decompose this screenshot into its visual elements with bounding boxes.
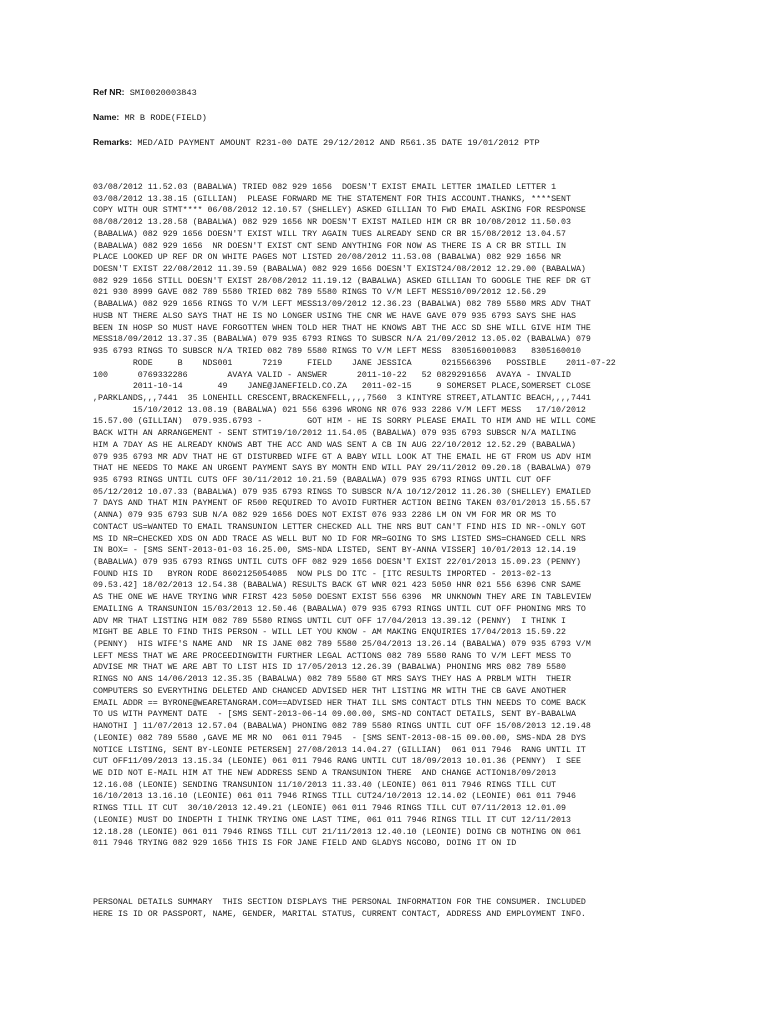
- notes-line: ,PARKLANDS,,,7441 35 LONEHILL CRESCENT,BRACKENFELL,,,,7560 3 KINTYRE STREET,ATLANTIC BEACH,,,,7441: [93, 393, 591, 403]
- notes-line: HUSB NT THERE ALSO SAYS THAT HE IS NO LONGER USING THE CNR WE HAVE GAVE 079 935 6793 SAYS SHE HAS: [93, 311, 576, 321]
- notes-line: 011 7946 TRYING 082 929 1656 THIS IS FOR JANE FIELD AND GLADYS NGCOBO, DOING IT ON ID: [93, 839, 517, 849]
- notes-line: (BABALWA) 082 929 1656 NR DOESN'T EXIST CNT SEND ANYTHING FOR NOW AS THERE IS A CR BR STILL IN: [93, 241, 566, 251]
- ref-number-label: Ref NR:: [93, 87, 125, 97]
- notes-line: TO US WITH PAYMENT DATE - [SMS SENT-2013-06-14 09.00.00, SMS-ND CONTACT DETAILS, SENT BY-BABALWA: [93, 710, 576, 720]
- name-value: MR B RODE(FIELD): [124, 113, 207, 123]
- notes-line: THAT HE NEEDS TO MAKE AN URGENT PAYMENT SAYS BY MONTH END WILL PAY 29/11/2012 09.20.18 (BABALWA) 079: [93, 464, 591, 474]
- notes-line: (LEONIE) 082 789 5580 ,GAVE ME MR NO 061 011 7945 - [SMS SENT-2013-08-15 09.00.00, SMS-NDA 28 DYS: [93, 733, 586, 743]
- notes-line: 021 930 8999 GAVE 082 789 5580 TRIED 082 789 5580 RINGS TO V/M LEFT MESS10/09/2012 12.56.29: [93, 288, 547, 298]
- personal-details-summary: [93, 897, 693, 920]
- notes-line: 12.16.08 (LEONIE) SENDING TRANSUNION 11/10/2013 11.33.40 (LEONIE) 061 011 7946 RINGS TILL CUT: [93, 780, 557, 790]
- notes-line: AS THE ONE WE HAVE TRYING WNR FIRST 423 5050 DOESNT EXIST 556 6396 MR UNKNOWN THEY ARE IN TABLEVIEW: [93, 593, 591, 603]
- notes-line: COPY WITH OUR STMT**** 06/08/2012 12.10.57 (SHELLEY) ASKED GILLIAN TO FWD EMAIL ASKING FOR RESPONSE: [93, 206, 586, 216]
- name-label: Name:: [93, 112, 120, 122]
- notes-line: (BABALWA) 079 935 6793 RINGS UNTIL CUTS OFF 082 929 1656 DOESN'T EXIST 22/01/2013 15.09.23 (PENNY): [93, 558, 581, 567]
- summary-line: PERSONAL DETAILS SUMMARY THIS SECTION DISPLAYS THE PERSONAL INFORMATION FOR THE CONSUMER. INCLUDED: [93, 898, 586, 907]
- notes-line: RINGS NO ANS 14/06/2013 12.35.35 (BABALWA) 082 789 5580 GT MRS SAYS THEY HAS A PRBLM WITH THEIR: [93, 675, 571, 685]
- remarks-value: MED/AID PAYMENT AMOUNT R231-00 DATE 29/12/2012 AND R561.35 DATE 19/01/2012 PTP: [137, 138, 540, 148]
- ref-number-value: SMI0020003843: [129, 88, 197, 98]
- notes-line: MS ID NR=CHECKED XDS ON ADD TRACE AS WELL BUT NO ID FOR MR=GOING TO SMS LISTED SMS=CHANGED CELL NRS: [93, 534, 586, 544]
- notes-line: PLACE LOOKED UP REF DR ON WHITE PAGES NOT LISTED 20/08/2012 11.53.08 (BABALWA) 082 929 1656 NR: [93, 253, 562, 263]
- notes-line: FOUND HIS ID BYRON RODE 8602125054085 NOW PLS DO ITC - [ITC RESULTS IMPORTED - 2013-02-13: [93, 569, 552, 579]
- remarks-label: Remarks:: [93, 137, 133, 147]
- notes-line: 15/10/2012 13.08.19 (BABALWA) 021 556 6396 WRONG NR 076 933 2286 V/M LEFT MESS 17/10/2012: [93, 405, 586, 415]
- notes-line: ADVISE MR THAT WE ARE ABT TO LIST HIS ID 17/05/2013 12.26.39 (BABALWA) PHONING MRS 082 789 5580: [93, 663, 566, 673]
- notes-line: DOESN'T EXIST 22/08/2012 11.39.59 (BABALWA) 082 929 1656 DOESN'T EXIST24/08/2012 12.29.00 (BABALWA): [93, 265, 586, 275]
- notes-line: 079 935 6793 MR ADV THAT HE GT DISTURBED WIFE GT A BABY WILL LOOK AT THE EMAIL HE GT FROM US ADV HIM: [93, 452, 591, 462]
- notes-line: HANOTHI ] 11/07/2013 12.57.04 (BABALWA) PHONING 082 789 5580 RINGS UNTIL CUT OFF 15/08/2013 12.19.48: [93, 722, 591, 732]
- notes-line: 08/08/2012 13.28.58 (BABALWA) 082 929 1656 NR DOESN'T EXIST MAILED HIM CR BR 10/08/2012 11.50.03: [93, 218, 571, 228]
- summary-line: HERE IS ID OR PASSPORT, NAME, GENDER, MARITAL STATUS, CURRENT CONTACT, ADDRESS AND EMPLOYMENT INFO.: [93, 909, 586, 919]
- notes-line: CONTACT US=WANTED TO EMAIL TRANSUNION LETTER CHECKED ALL THE NRS BUT CAN'T FIND HIS ID NR--ONLY GOT: [93, 522, 586, 532]
- notes-line: HIM A 7DAY AS HE ALREADY KNOWS ABT THE ACC AND WAS SENT A CB IN AUG 22/10/2012 12.52.29 (BABALWA): [93, 440, 576, 450]
- notes-line: (ANNA) 079 935 6793 SUB N/A 082 929 1656 DOES NOT EXIST 076 933 2286 LM ON VM FOR MR OR MS TO: [93, 511, 557, 521]
- notes-line: BACK WITH AN ARRANGEMENT - SENT STMT19/10/2012 11.54.05 (BABALWA) 079 935 6793 SUBSCR N/A MAILING: [93, 429, 576, 439]
- notes-line: MIGHT BE ABLE TO FIND THIS PERSON - WILL LET YOU KNOW - AM MAKING ENQUIRIES 17/04/2013 15.59.22: [93, 628, 566, 638]
- ref-number-row: [93, 86, 197, 99]
- notes-line: NOTICE LISTING, SENT BY-LEONIE PETERSEN] 27/08/2013 14.04.27 (GILLIAN) 061 011 7946 RANG UNTIL IT: [93, 745, 586, 755]
- notes-line: COMPUTERS SO EVERYTHING DELETED AND CHANCED ADVISED HER THT LISTING MR WITH THE CB GAVE ANOTHER: [93, 686, 566, 696]
- name-row: [93, 111, 207, 124]
- remarks-row: [93, 136, 540, 149]
- notes-line: RODE B NDS001 7219 FIELD JANE JESSICA 0215566396 POSSIBLE 2011-07-22: [93, 358, 616, 368]
- call-notes-log: [93, 182, 693, 850]
- notes-line: 05/12/2012 10.07.33 (BABALWA) 079 935 6793 RINGS TO SUBSCR N/A 10/12/2012 11.26.30 (SHELLEY) EMAILED: [93, 487, 591, 497]
- notes-line: 082 929 1656 STILL DOESN'T EXIST 28/08/2012 11.19.12 (BABALWA) ASKED GILLIAN TO GOOGLE THE REF DR GT: [93, 276, 591, 286]
- notes-line: (BABALWA) 082 929 1656 DOESN'T EXIST WILL TRY AGAIN TUES ALREADY SEND CR BR 15/08/2012 13.04.57: [93, 229, 566, 239]
- notes-line: (BABALWA) 082 929 1656 RINGS TO V/M LEFT MESS13/09/2012 12.36.23 (BABALWA) 082 789 5580 MRS ADV THAT: [93, 300, 591, 310]
- notes-line: BEEN IN HOSP SO MUST HAVE FORGOTTEN WHEN TOLD HER THAT HE KNOWS ABT THE ACC SD SHE WILL GIVE HIM THE: [93, 323, 591, 333]
- notes-line: 935 6793 RINGS TO SUBSCR N/A TRIED 082 789 5580 RINGS TO V/M LEFT MESS 8305160010083 8305160010: [93, 347, 581, 357]
- notes-line: MESS18/09/2012 13.37.35 (BABALWA) 079 935 6793 RINGS TO SUBSCR N/A 21/09/2012 13.05.02 (BABALWA) 079: [93, 335, 591, 345]
- notes-line: ADV MR THAT LISTING HIM 082 789 5580 RINGS UNTIL CUT OFF 17/04/2013 13.39.12 (PENNY) I THINK I: [93, 616, 566, 626]
- notes-line: 15.57.00 (GILLIAN) 079.935.6793 - GOT HIM - HE IS SORRY PLEASE EMAIL TO HIM AND HE WILL COME: [93, 417, 596, 427]
- notes-line: 16/10/2013 13.16.10 (LEONIE) 061 011 7946 RINGS TILL CUT24/10/2013 12.14.02 (LEONIE) 061 011 7946: [93, 792, 576, 802]
- notes-line: (PENNY) HIS WIFE'S NAME AND NR IS JANE 082 789 5580 25/04/2013 13.26.14 (BABALWA) 079 935 6793 V/M: [93, 640, 591, 650]
- notes-line: CUT OFF11/09/2013 13.15.34 (LEONIE) 061 011 7946 RANG UNTIL CUT 18/09/2013 10.01.36 (PENNY) I SEE: [93, 757, 581, 767]
- notes-line: EMAIL ADDR == BYRONE@WEARETANGRAM.COM==ADVISED HER THAT ILL SMS CONTACT DTLS THN NEEDS TO COME BACK: [93, 698, 586, 708]
- notes-line: 03/08/2012 11.52.03 (BABALWA) TRIED 082 929 1656 DOESN'T EXIST EMAIL LETTER 1MAILED LETTER 1: [93, 183, 557, 192]
- notes-line: 2011-10-14 49 JANE@JANEFIELD.CO.ZA 2011-02-15 9 SOMERSET PLACE,SOMERSET CLOSE: [93, 382, 591, 392]
- notes-line: IN BOX= - [SMS SENT-2013-01-03 16.25.00, SMS-NDA LISTED, SENT BY-ANNA VISSER] 10/01/2013 12.14.19: [93, 546, 576, 556]
- notes-line: 12.18.28 (LEONIE) 061 011 7946 RINGS TILL CUT 21/11/2013 12.40.10 (LEONIE) DOING CB NOTHING ON 061: [93, 827, 581, 837]
- notes-line: 03/08/2012 13.38.15 (GILLIAN) PLEASE FORWARD ME THE STATEMENT FOR THIS ACCOUNT.THANKS, ****SENT: [93, 194, 571, 204]
- notes-line: 7 DAYS AND THAT MIN PAYMENT OF R500 REQUIRED TO AVOID FURTHER ACTION BEING TAKEN 03/01/2013 15.55.57: [93, 499, 591, 509]
- notes-line: RINGS TILL IT CUT 30/10/2013 12.49.21 (LEONIE) 061 011 7946 RINGS TILL CUT 07/11/2013 12.01.09: [93, 804, 566, 814]
- notes-line: 100 0769332286 AVAYA VALID - ANSWER 2011-10-22 52 0829291656 AVAYA - INVALID: [93, 370, 571, 380]
- notes-line: LEFT MESS THAT WE ARE PROCEEDINGWITH FURTHER LEGAL ACTIONS 082 789 5580 RANG TO V/M LEFT MESS TO: [93, 651, 571, 661]
- notes-line: WE DID NOT E-MAIL HIM AT THE NEW ADDRESS SEND A TRANSUNION THERE AND CHANGE ACTION18/09/2013: [93, 768, 557, 778]
- notes-line: 935 6793 RINGS UNTIL CUTS OFF 30/11/2012 10.21.59 (BABALWA) 079 935 6793 RINGS UNTIL CUT OFF: [93, 475, 552, 485]
- notes-line: EMAILING A TRANSUNION 15/03/2013 12.50.46 (BABALWA) 079 935 6793 RINGS UNTIL CUT OFF PHONING MRS TO: [93, 604, 586, 614]
- notes-line: 09.53.42] 18/02/2013 12.54.38 (BABALWA) RESULTS BACK GT WNR 021 423 5050 HNR 021 556 6396 CNR SAME: [93, 581, 581, 591]
- notes-line: (LEONIE) MUST DO INDEPTH I THINK TRYING ONE LAST TIME, 061 011 7946 RINGS TILL IT CUT 12/11/2013: [93, 815, 571, 825]
